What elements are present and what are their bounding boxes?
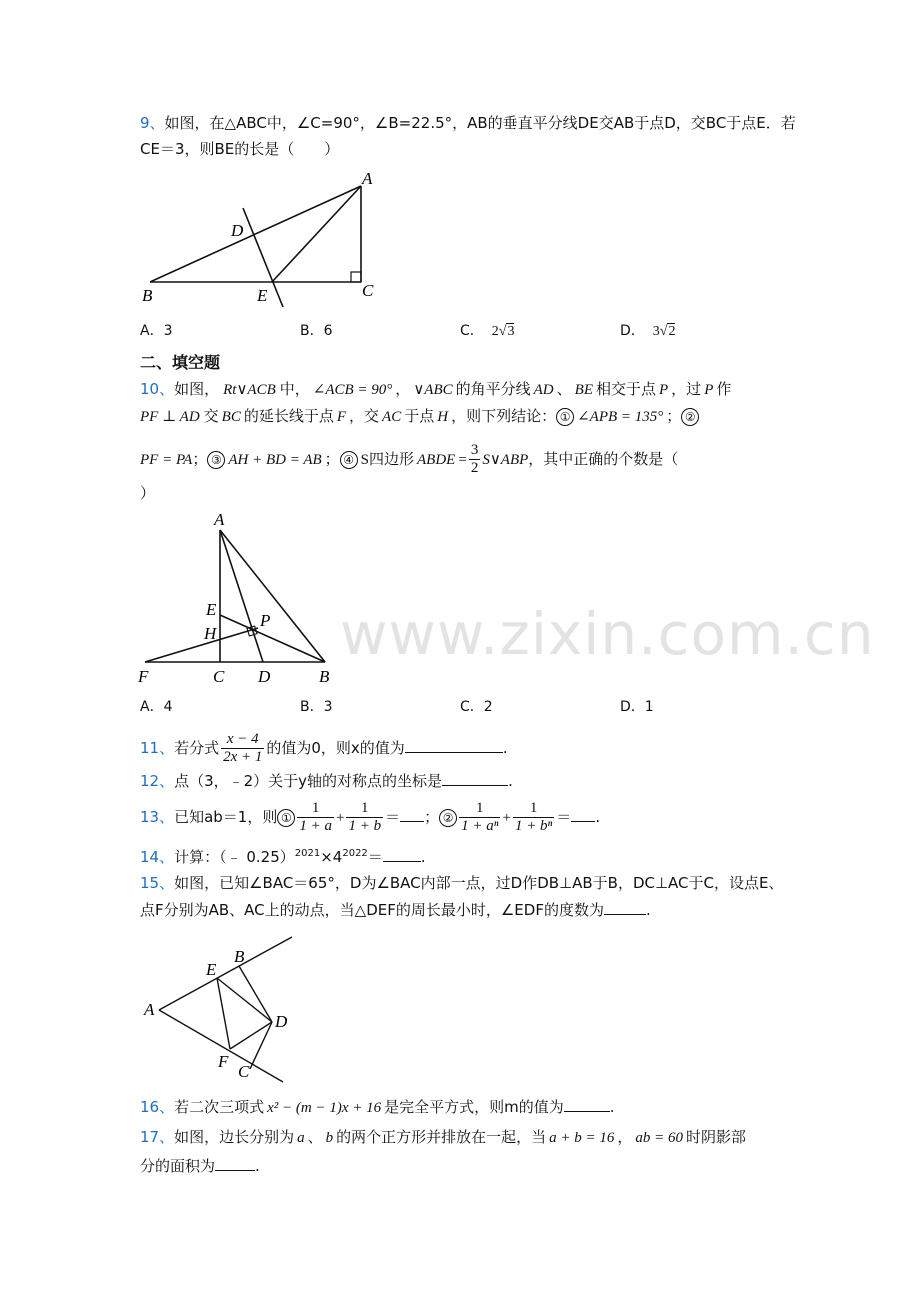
q13-plus1: +: [335, 810, 345, 826]
q10-sep1: ；: [666, 407, 682, 425]
q10-t2: 中，: [279, 380, 310, 398]
q11-answer-blank[interactable]: [405, 738, 503, 753]
q10-label-C: C: [213, 667, 225, 686]
q10-fraction: [469, 442, 481, 477]
q15-figure: [135, 925, 310, 1090]
q14-answer-blank[interactable]: [383, 847, 421, 862]
section-fill-in-blank: 二、填空题: [140, 353, 221, 372]
q11-number: 11、: [140, 739, 175, 757]
q13-eq1: ＝: [385, 808, 401, 826]
q13-frac4: [513, 800, 554, 835]
q10-abde: ABDE: [417, 452, 456, 468]
q12-answer-blank[interactable]: [442, 771, 508, 786]
q10-t6: 相交于点: [595, 380, 656, 398]
q13-f4-num: 1: [513, 800, 554, 818]
q9-choice-d-prefix: D．: [620, 323, 645, 339]
q9-choice-b[interactable]: B．6: [300, 323, 333, 339]
q14-exp2: 2022: [342, 848, 368, 859]
q9-label-D: D: [231, 221, 244, 240]
q10-label-B: B: [319, 667, 330, 686]
q11-frac-den: 2x + 1: [223, 749, 263, 765]
q9-choice-c[interactable]: C． 2√3: [460, 323, 515, 339]
q10-choice-d[interactable]: D．1: [620, 699, 654, 715]
q10-close-paren: ）: [140, 484, 156, 502]
q15-label-D: D: [275, 1012, 288, 1031]
q10-pf-eq-pa: PF = PA: [140, 452, 193, 468]
q10-t11: ，交: [349, 407, 380, 425]
q10-frac-den: 2: [470, 460, 479, 476]
q15-end: .: [645, 901, 651, 919]
q14-end: .: [420, 848, 426, 866]
q10-rt-triangle: Rt∨ACB: [223, 382, 276, 398]
q10-s-quad: S四边形: [360, 452, 415, 468]
q17-line1: [140, 1126, 746, 1149]
q15-text-line1: 如图，已知∠BAC＝65°，D为∠BAC内部一点，过D作DB⊥AB于B，DC⊥AC于C，设点E、: [174, 874, 784, 892]
q10-circle-2: ②: [681, 408, 699, 426]
q9-choice-c-rad: 3: [507, 324, 515, 339]
q13-f3-num: 1: [459, 800, 500, 818]
q10-t8: 作: [716, 380, 732, 398]
q9-label-E: E: [257, 286, 268, 305]
q13-f2-den: 1 + b: [348, 818, 382, 834]
q16-answer-blank[interactable]: [564, 1097, 610, 1112]
q13-line: [140, 799, 600, 836]
q15-label-E: E: [206, 960, 217, 979]
q10-choice-a[interactable]: A．4: [140, 699, 173, 715]
q10-label-E: E: [206, 600, 217, 619]
q9-choice-a[interactable]: A．3: [140, 323, 173, 339]
q10-p: P: [659, 382, 669, 398]
q10-p2: P: [704, 382, 714, 398]
q9-line2: [140, 138, 339, 160]
q10-s-abp: S∨ABP: [482, 452, 529, 468]
q10-line3: [140, 442, 678, 477]
q14-exp1: 2021: [294, 848, 321, 859]
q10-angle-apb: ∠APB = 135°: [577, 409, 664, 425]
q13-f1-den: 1 + a: [299, 818, 332, 834]
q10-ac: AC: [382, 409, 402, 425]
q17-sum-expr: a + b = 16: [549, 1130, 615, 1146]
q15-number: 15、: [140, 874, 175, 892]
q10-line2: [140, 405, 699, 428]
q9-choice-d[interactable]: D． 3√2: [620, 323, 676, 339]
q10-sep2: ；: [192, 450, 208, 468]
q15-line2: [140, 899, 651, 921]
q10-t14: ，其中正确的个数是（: [528, 450, 679, 468]
q13-frac3: [459, 800, 500, 835]
q10-label-D: D: [258, 667, 271, 686]
q10-choice-b[interactable]: B．3: [300, 699, 333, 715]
q13-f2-num: 1: [346, 800, 383, 818]
q9-choice-d-rad: 2: [668, 324, 676, 339]
q10-t7: ，过: [671, 380, 702, 398]
q9-line1: [140, 112, 796, 134]
q13-end: .: [595, 808, 601, 826]
q10-line1: [140, 378, 731, 401]
q13-frac2: [346, 800, 383, 835]
q9-number: 9、: [140, 114, 165, 132]
q10-triangle-abc: ∨ABC: [413, 382, 453, 398]
q12-number: 12、: [140, 772, 175, 790]
q10-t1: 如图，: [174, 380, 220, 398]
q9-choice-d-coef: 3: [652, 324, 660, 339]
q11-end: .: [502, 739, 508, 757]
q17-end: .: [255, 1157, 260, 1175]
q10-choice-c[interactable]: C．2: [460, 699, 493, 715]
q17-text-line2: 分的面积为: [140, 1157, 216, 1175]
q9-label-A: A: [362, 169, 373, 188]
q13-circle-1: ①: [277, 809, 295, 827]
q15-label-A: A: [144, 1000, 155, 1019]
q15-line1: [140, 872, 783, 894]
q10-label-F: F: [138, 667, 149, 686]
q10-be: BE: [574, 382, 593, 398]
q16-expression: x² − (m − 1)x + 16: [267, 1100, 382, 1116]
q17-var-a: a: [297, 1130, 305, 1146]
q12-end: .: [508, 772, 513, 790]
q17-t3: 的两个正方形并排放在一起，当: [336, 1128, 547, 1146]
q11-fraction: [221, 731, 264, 766]
q11-frac-num: x − 4: [221, 731, 264, 749]
q13-semi: ；: [424, 808, 440, 826]
q10-circle-1: ①: [556, 408, 574, 426]
q9-label-C: C: [362, 281, 374, 300]
q10-pf-perp: PF ⊥ AD: [140, 409, 200, 425]
q10-label-P: P: [260, 611, 271, 630]
q10-eq: =: [458, 452, 467, 468]
q13-plus2: +: [502, 810, 511, 826]
q17-line2: [140, 1155, 260, 1177]
q9-choice-c-coef: 2: [491, 324, 499, 339]
q16-number: 16、: [140, 1098, 175, 1116]
q10-t3: ，: [395, 380, 411, 398]
q9-figure: [130, 160, 390, 310]
q9-label-B: B: [142, 286, 153, 305]
q15-label-F: F: [218, 1052, 229, 1071]
q10-bc: BC: [221, 409, 241, 425]
q9-text-line2: CE＝3，则BE的长是（ ）: [140, 140, 340, 158]
q17-answer-blank[interactable]: [215, 1156, 255, 1171]
q10-ad: AD: [533, 382, 554, 398]
q10-angle-acb: ∠ACB = 90°: [312, 382, 393, 398]
q10-label-A: A: [214, 510, 225, 529]
q10-t9: 交: [203, 407, 219, 425]
q14-eq: ＝: [367, 848, 383, 866]
q10-sep3: ；: [324, 450, 340, 468]
q10-t13: ，则下列结论：: [451, 407, 557, 425]
q13-answer-blank-1[interactable]: [400, 807, 424, 822]
q11-t2: 的值为0，则x的值为: [266, 739, 405, 757]
q11-t1: 若分式: [174, 739, 220, 757]
q14-t1: 计算：（﹣ 0.25）: [174, 848, 295, 866]
q10-t12: 于点: [404, 407, 435, 425]
q10-t4: 的角平分线: [455, 380, 531, 398]
q10-line4: [140, 482, 155, 504]
q17-product-expr: ab = 60: [635, 1130, 684, 1146]
q14-line: [140, 843, 426, 868]
q10-ah-bd: AH + BD = AB: [228, 452, 322, 468]
q9-text-line1: 如图，在△ABC中，∠C=90°，∠B=22.5°，AB的垂直平分线DE交AB于点D，交BC于点E．若: [164, 114, 796, 132]
q12-text: 点（3，﹣2）关于y轴的对称点的坐标是: [174, 772, 443, 790]
q10-figure: [130, 505, 340, 690]
q13-f3-den: 1 + aⁿ: [461, 818, 499, 834]
q10-f: F: [336, 409, 347, 425]
q10-label-H: H: [204, 624, 217, 643]
q17-t5: 时阴影部: [686, 1128, 747, 1146]
q13-eq2: ＝: [556, 808, 572, 826]
q17-t1: 如图，边长分别为: [174, 1128, 295, 1146]
q10-circle-4: ④: [340, 451, 358, 469]
q10-h: H: [437, 409, 449, 425]
q13-f4-den: 1 + bⁿ: [514, 818, 553, 834]
q10-t10: 的延长线于点: [243, 407, 334, 425]
q9-choice-c-prefix: C．: [460, 323, 484, 339]
q17-t2: 、: [307, 1128, 323, 1146]
q13-t1: 已知ab＝1，则: [174, 808, 278, 826]
q16-t1: 若二次三项式: [174, 1098, 265, 1116]
q10-frac-num: 3: [470, 442, 479, 458]
q16-end: .: [609, 1098, 615, 1116]
q11-line: [140, 730, 508, 766]
q12-line: [140, 770, 513, 792]
q13-f1-num: 1: [297, 800, 334, 818]
q13-frac1: [297, 800, 334, 835]
q15-text-line2: 点F分别为AB、AC上的动点，当△DEF的周长最小时，∠EDF的度数为: [140, 901, 604, 919]
q13-answer-blank-2[interactable]: [571, 807, 595, 822]
q16-line: [140, 1096, 615, 1119]
q15-answer-blank[interactable]: [604, 900, 646, 915]
q10-t5: 、: [556, 380, 572, 398]
q10-number: 10、: [140, 380, 175, 398]
q17-number: 17、: [140, 1128, 175, 1146]
q13-circle-2: ②: [439, 809, 457, 827]
q10-circle-3: ③: [207, 451, 225, 469]
q15-label-C: C: [238, 1062, 250, 1081]
q15-label-B: B: [234, 947, 245, 966]
q17-var-b: b: [325, 1130, 334, 1146]
watermark: www.zixin.com.cn: [340, 600, 875, 668]
q16-t2: 是完全平方式，则m的值为: [384, 1098, 564, 1116]
q17-t4: ，: [617, 1128, 633, 1146]
q14-t2: ×4: [320, 848, 343, 866]
q14-number: 14、: [140, 848, 175, 866]
q13-number: 13、: [140, 808, 175, 826]
